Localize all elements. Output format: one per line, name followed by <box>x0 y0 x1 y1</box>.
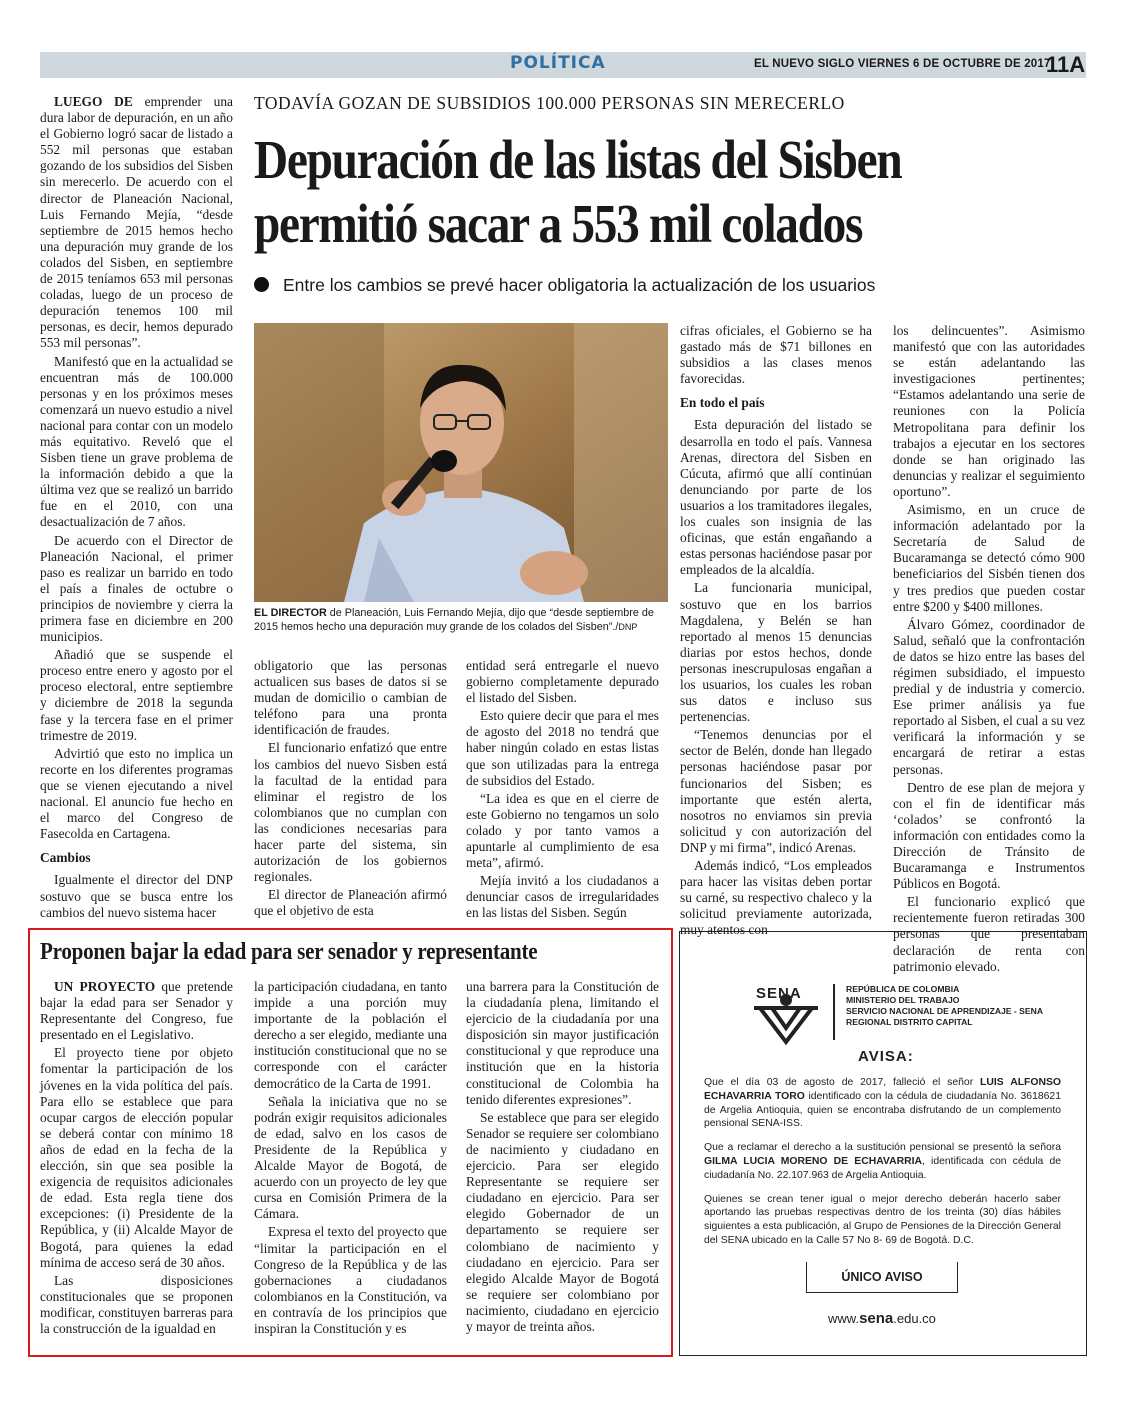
org-line: MINISTERIO DEL TRABAJO <box>846 995 960 1005</box>
subheadline-text: Entre los cambios se prevé hacer obligatoria la actualización de los usuarios <box>283 275 876 295</box>
paragraph: Además indicó, “Los empleados para hacer las visitas deben portar su carné, su respectivo chaleco y la solicitud previamente autorizada, muy atentos con <box>680 858 872 938</box>
paragraph: Esto quiere decir que para el mes de agosto del 2018 no tendrá que haber ningún colado en estas listas que son utilizadas para la entrega de subsidios del Estado. <box>466 708 659 788</box>
article-column-5 <box>893 323 1085 977</box>
ad-paragraph <box>704 1076 1061 1131</box>
ad-text: Que el día 03 de agosto de 2017, falleció el señor <box>704 1077 981 1088</box>
ad-body <box>704 1076 1061 1248</box>
paragraph: Añadió que se suspende el proceso entre enero y agosto por el proceso electoral, entre septiembre y diciembre de 2018 la segunda fase y la tercera fase en el primer trimestre de 2019. <box>40 647 233 743</box>
paragraph: cifras oficiales, el Gobierno se ha gastado más de $71 billones en subsidios a las clases menos favorecidas. <box>680 323 872 387</box>
lead-in: LUEGO DE <box>54 94 133 109</box>
ad-divider <box>833 984 835 1040</box>
box-column-1 <box>40 979 233 1339</box>
ad-text: , identificada con cédula de ciudadanía No. 22.107.963 de Argelia Antioquia. <box>704 1155 1062 1181</box>
caption-credit: DNP <box>618 622 638 632</box>
ad-avisa-heading: AVISA: <box>858 1048 914 1065</box>
paragraph: “Tenemos denuncias por el sector de Belén, donde han llegado personas haciéndose pasar por funcionarios del Sisben; es importante que estén alerta, nosotros no enviamos sin previa solicitud y con autorización del DNP y mi firma”, indicó Arenas. <box>680 727 872 855</box>
paragraph: Dentro de ese plan de mejora y con el fin de identificar más ‘colados’ se confrontó la información con entidades como la Dirección de Tránsito de Bucaramanga e Instrumentos Públicos en Bogotá. <box>893 779 1085 892</box>
paragraph <box>40 94 233 352</box>
url-part: www. <box>828 1311 860 1326</box>
paragraph: la participación ciudadana, en tanto impide a una porción muy importante de la población el derecho a ser elegido, mediante una institución constitucional que no se corresponde con el carácter democrático de la Carta de 1991. <box>254 979 447 1091</box>
paragraph: De acuerdo con el Director de Planeación Nacional, el primer paso es realizar un barrido en todo el país a finales de octubre o principios de noviembre y cierra la primera fase en diciembre en 200 municipios. <box>40 532 233 645</box>
ad-unico-aviso: ÚNICO AVISO <box>841 1270 923 1284</box>
paragraph: una barrera para la Constitución de la ciudadanía plena, limitando el ejercicio de la ciudadanía por una disposición sin mayor justificación constitucional y que reproduce una institución que en la historia constitucional de Colombia ha tenido diferentes expresiones”. <box>466 979 659 1107</box>
caption-text: de Planeación, Luis Fernando Mejía, dijo que “desde septiembre de 2015 hemos hecho una depuración muy grande de los colados del Sisben”./ <box>254 607 654 633</box>
article-subheadline <box>254 275 875 296</box>
paragraph: Las disposiciones constitucionales que se proponen modificar, constituyen barreras para la construcción de la igualdad en <box>40 1272 233 1336</box>
paragraph: entidad será entregarle el nuevo gobierno completamente depurado el listado del Sisben. <box>466 658 659 706</box>
paragraph: Expresa el texto del proyecto que “limitar la participación en el Congreso de la República y de las gobernaciones a ciudadanos colombianos en la Constitución, va en contravía de los principios que inspiran la Constitución y es <box>254 1224 447 1336</box>
lead-in: UN PROYECTO <box>54 979 156 994</box>
paragraph-text: que pretende bajar la edad para ser Senador y Representante del Congreso, fue presentado en el Legislativo. <box>40 979 233 1043</box>
article-kicker: TODAVÍA GOZAN DE SUBSIDIOS 100.000 PERSONAS SIN MERECERLO <box>254 93 845 113</box>
paragraph: Señala la iniciativa que no se podrán exigir requisitos adicionales de edad, salvo en los casos de Presidente de la República y Alcalde Mayor de Bogotá, de acuerdo con un proyecto de ley que cursa en Comisión Primera de la Cámara. <box>254 1093 447 1222</box>
ad-name: GILMA LUCIA MORENO DE ECHAVARRIA <box>704 1155 922 1167</box>
paragraph: El funcionario enfatizó que entre los cambios del nuevo Sisben está la facultad de la entidad para eliminar el registro de los colombianos que no cumplan con las condiciones necesarias para hacer parte del sistema, sin autorización de los gobiernos regionales. <box>254 740 447 885</box>
article-headline <box>254 128 959 256</box>
ad-name: LUIS ALFONSO ECHAVARRIA TORO <box>704 1077 1061 1102</box>
photo-caption <box>254 606 668 634</box>
box-headline: Proponen bajar la edad para ser senador y representante <box>40 938 538 965</box>
article-column-3 <box>466 658 659 924</box>
paragraph: los delincuentes”. Asimismo manifestó que con las autoridades se están adelantando las investigaciones pertinentes; “Estamos adelantando una serie de reuniones con la Policía Metropolitana para definir los trabajos a ejecutar en los sectores donde se han originado las denuncias y realizar el seguimiento oportuno”. <box>893 323 1085 499</box>
ad-paragraph <box>704 1141 1061 1182</box>
paragraph: Asimismo, en un cruce de información adelantado por la Secretaría de Salud de Bucaramanga se detectó cómo 900 beneficiarios del Sisbén tienen dos y tres predios que pueden costar entre $200 y $400 millones. <box>893 502 1085 614</box>
paragraph: Esta depuración del listado se desarrolla en todo el país. Vannesa Arenas, directora del Sisben en Cúcuta, afirmó que allí continúan denunciando por parte de los usuarios a los tramitadores ilegales, los cuales son insignia de las oficinas, que están engañando a estas personas haciéndose pasar por empleados de la alcaldía. <box>680 417 872 578</box>
paragraph: Advirtió que esto no implica un recorte en los diferentes programas que se vienen ejecutando a nivel nacional. El anuncio fue hecho en el marco del Congreso de Fasecolda en Cartagena. <box>40 745 233 842</box>
article-column-1 <box>40 94 233 923</box>
ad-paragraph: Quienes se crean tener igual o mejor derecho deberán hacerlo saber aportando las pruebas respectivas dentro de los treinta (30) días hábiles siguientes a esta publicación, al Grupo de Pensiones de la Dirección General del SENA ubicado en la Calle 57 No 8- 69 de Bogotá. D.C. <box>704 1193 1061 1246</box>
article-column-4 <box>680 323 872 940</box>
paragraph: “La idea es que en el cierre de este Gobierno no tengamos un solo colado y por tanto vamos a apuntarle al cumplimiento de esa meta”, afirmó. <box>466 790 659 871</box>
paragraph-text: emprender una dura labor de depuración, en un año el Gobierno logró sacar de listado a 552 mil personas que estaban gozando de los subsidios del Sisben sin merecerlo. De acuerdo con el director de Planeación Nacional, Luis Fernando Mejía, “desde septiembre de 2015 hemos hecho una depuración muy grande de los colados del Sisben, en septiembre de 2015 teníamos 653 mil personas coladas, luego de un proceso de depuración tenemos 100 mil personas, es decir, hemos depurado 553 mil personas”. <box>40 94 233 351</box>
url-part: sena <box>859 1310 894 1327</box>
bullet-icon <box>254 277 269 292</box>
paragraph: Se establece que para ser elegido Senador se requiere ser colombiano de nacimiento y ciudadano en ejercicio. Para ser elegido Representante se requiere ser ciudadano en ejercicio. Para ser elegido Gobernador de un departamento se requiere ser colombiano de nacimiento y ciudadano en ejercicio. Para ser elegido Alcalde Mayor de Bogotá se requiere ser colombiano por nacimiento, ciudadano en ejercicio y mayor de treinta años. <box>466 1109 659 1334</box>
org-line: REGIONAL DISTRITO CAPITAL <box>846 1017 973 1027</box>
paragraph: obligatorio que las personas actualicen sus bases de datos si se mudan de domicilio o cambian de teléfono para una pronta identificación de fraudes. <box>254 658 447 738</box>
paragraph: Igualmente el director del DNP sostuvo que se busca entre los cambios del nuevo sistema hacer <box>40 872 233 920</box>
headline-line-1: Depuración de las listas del Sisben <box>254 129 902 190</box>
box-column-3 <box>466 979 659 1337</box>
paragraph: Mejía invitó a los ciudadanos a denunciar casos de irregularidades en las listas del Sisben. Según <box>466 873 659 921</box>
headline-line-2: permitió sacar a 553 mil colados <box>254 193 863 254</box>
box-column-2 <box>254 979 447 1339</box>
paragraph <box>40 979 233 1043</box>
paragraph: La funcionaria municipal, sostuvo que en los barrios Magdalena, y Belén se han reportado al menos 15 denuncias diarias por estos hechos, donde personas inescrupulosas engañan a los usuarios, los cuales les roban sus datos e incluso sus pertenencias. <box>680 580 872 725</box>
section-label: POLÍTICA <box>510 53 606 73</box>
org-line: SERVICIO NACIONAL DE APRENDIZAJE - SENA <box>846 1006 1044 1016</box>
paragraph: El proyecto tiene por objeto fomentar la participación de los jóvenes en la vida política del país. Para ello se establece que para ocupar cargos de elección popular se deberá contar con mínimo 18 años de edad en la fecha de la elección, sin que sea posible la exigencia de requisitos adicionales de edad. Esta regla tiene dos excepciones: (i) Presidente de la República, y (ii) Alcalde Mayor de Bogotá, para quienes la edad mínima de acceso será de 30 años. <box>40 1045 233 1270</box>
caption-lead: EL DIRECTOR <box>254 607 327 619</box>
ad-website <box>828 1310 936 1327</box>
ad-text: Que a reclamar el derecho a la sustitución pensional se presentó la señora <box>704 1142 1061 1154</box>
paragraph: El director de Planeación afirmó que el objetivo de esta <box>254 887 447 919</box>
sena-logo-text: SENA <box>756 985 802 1002</box>
ad-text: identificado con la cédula de ciudadanía No. 3618621 de Argelia Antioquia, quien se encontraba disfrutando de un complemento pensional SENA-ISS. <box>704 1090 1061 1130</box>
url-part: .edu.co <box>893 1311 936 1326</box>
paragraph: Álvaro Gómez, coordinador de Salud, señaló que la confrontación de datos se hizo entre las bases del régimen subsidiado, el impuesto predial y de industria y comercio. Ese primer análisis ya fue reportado al Sisben, el cual a su vez verificará la información y se encargará de retirar a estas personas. <box>893 616 1085 777</box>
article-column-2 <box>254 658 447 922</box>
director-portrait-illustration <box>254 323 668 602</box>
paragraph: El funcionario explicó que recientemente fueron retiradas 300 personas que presentaban declaración de renta con patrimonio elevado. <box>893 894 1085 974</box>
page-number: 11A <box>1046 52 1086 77</box>
photo-director <box>254 323 668 602</box>
subhead: Cambios <box>40 850 91 866</box>
org-line: REPÚBLICA DE COLOMBIA <box>846 984 960 994</box>
subhead: En todo el país <box>680 395 765 411</box>
publication-date: EL NUEVO SIGLO VIERNES 6 DE OCTUBRE DE 2017 <box>754 58 1051 70</box>
paragraph: Manifestó que en la actualidad se encuentran más de 100.000 personas y en los próximos meses comenzará un nuevo estudio a nivel nacional para contar con un modelo más equitativo. Reveló que el Sisben tiene un grave problema de la información debido a que la última vez que se realizó un barrido fue en el 2010, con una desactualización de 7 años. <box>40 353 233 530</box>
ad-organization <box>846 984 1043 1028</box>
